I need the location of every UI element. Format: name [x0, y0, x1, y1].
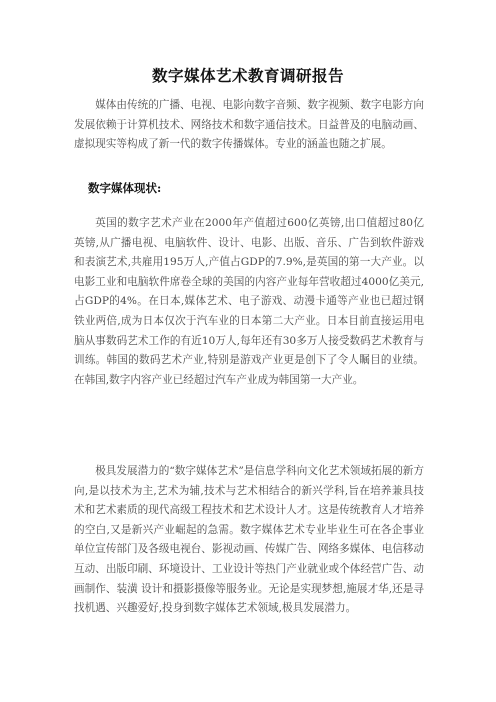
intro-paragraph: 媒体由传统的广播、电视、电影向数字音频、数字视频、数字电影方向发展依赖于计算机技术、网络技术和数字通信技术。日益普及的电脑动画、虚拟现实等构成了新一代的数字传播媒体。专业的涵盖也随之扩展。 — [74, 99, 424, 151]
section-heading: 数字媒体现状: — [88, 181, 162, 195]
status-paragraph: 英国的数字艺术产业在2000年产值超过600亿英镑,出口值超过80亿英镑,从广播电视、电脑软件、设计、电影、出版、音乐、广告到软件游戏和表演艺术,共雇用195万人,产值占GDP的7.9%,是英国的第一大产业。以电影工业和电脑软件席卷全球的美国的内容产业每年营收超过4000亿美元,占GDP的4%。在日本,媒体艺术、电子游戏、动漫卡通等产业也已超过钢铁业两倍,成为日本仅次于汽车业的日本第二大产业。日本目前直接运用电脑从事数码艺术工作的有近10万人,每年还有30多万人接受数码艺术教育与训练。韩国的数码艺术产业,特别是游戏产业更是创下了令人瞩目的业绩。在韩国,数字内容产业已经超过汽车产业成为韩国第一大产业。 — [74, 217, 424, 386]
document-title: 数字媒体艺术教育调研报告 — [151, 66, 344, 85]
potential-paragraph: 极具发展潜力的“数字媒体艺术”是信息学科向文化艺术领域拓展的新方向,是以技术为主,艺术为辅,技术与艺术相结合的新兴学科,旨在培养兼具技术和艺术素质的现代高级工程技术和艺术设计人才。这是传统教育人才培养的空白,又是新兴产业崛起的急需。数字媒体艺术专业毕业生可在各企事业 单位宣传部门及各级电视台、影视动画、传媒广告、网络多媒体、电信移动互动、出版印刷、环境设计、工业设计等热门产业就业或个体经营广告、动画制作、装潢 设计和摄影摄像等服务业。无论是实现梦想,施展才华,还是寻找机遇、兴趣爱好,投身到数字媒体艺术领域,极具发展潜力。 — [74, 465, 424, 615]
